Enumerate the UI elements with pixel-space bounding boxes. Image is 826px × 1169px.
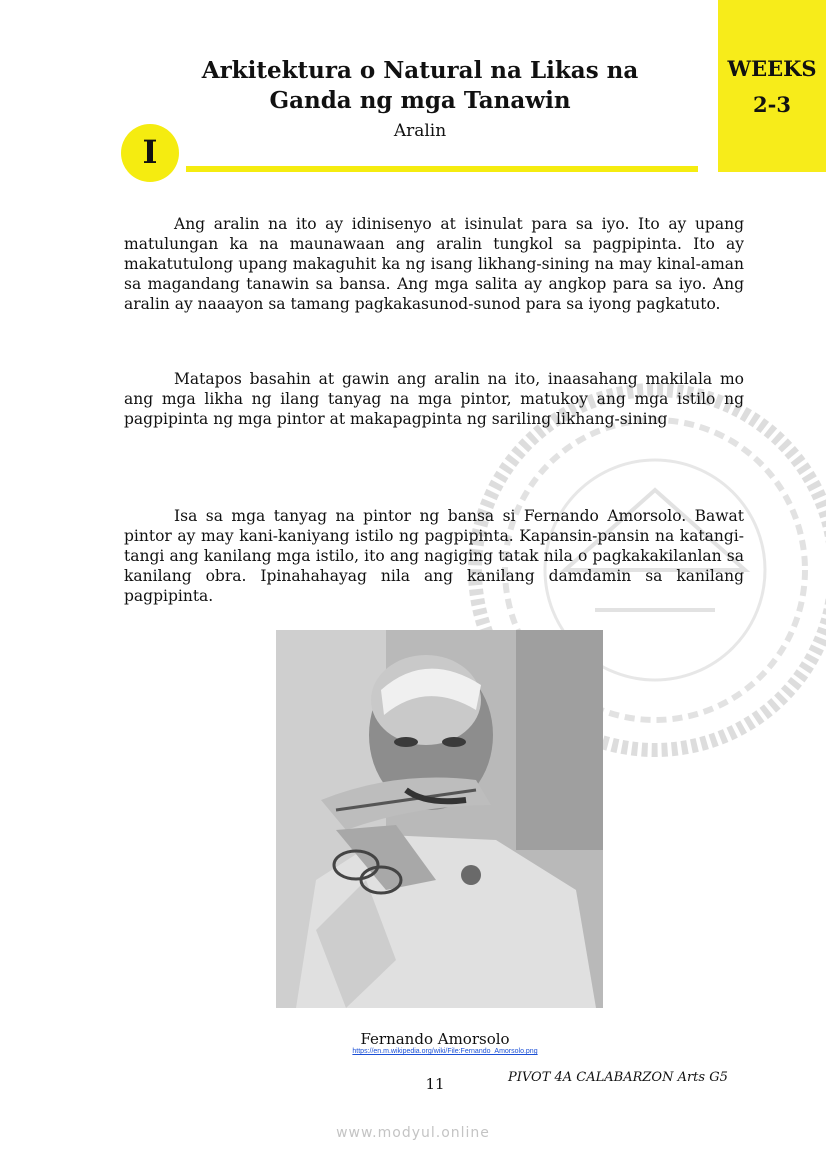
- amorsolo-paragraph: Isa sa mga tanyag na pintor ng bansa si Fernando Amorsolo. Bawat pintor ay may kani-kaniyang istilo ng pagpipinta. Kapansin-pansin na katangi-tangi ang kanilang mga istilo, ito ang nagiging tatak nila o pagkakakilanlan sa kanilang obra. Ipinahahayag nila ang kanilang damdamin sa kanilang pagpipinta.: [124, 507, 744, 605]
- portrait-photo: [276, 630, 603, 1008]
- page-number: 11: [425, 1075, 445, 1093]
- lesson-title-line-1: Arkitektura o Natural na Likas na: [201, 57, 639, 84]
- objectives-paragraph: Matapos basahin at gawin ang aralin na ito, inaasahang makilala mo ang mga likha ng ilang tanyag na mga pintor, matukoy ang mga istilo ng pagpipinta ng mga pintor at makapagpinta ng sariling likhang-sining: [124, 370, 744, 428]
- phase-marker: [121, 124, 179, 182]
- site-watermark: www.modyul.online: [336, 1125, 490, 1141]
- weeks-range: 2-3: [753, 92, 791, 117]
- phase-underline: [186, 166, 698, 172]
- lesson-title-line-2: Ganda ng mga Tanawin: [269, 87, 571, 114]
- phase-letter: I: [142, 133, 158, 171]
- weeks-badge: [718, 0, 826, 172]
- lesson-title: [150, 56, 690, 116]
- intro-paragraph: Ang aralin na ito ay idinisenyo at isinulat para sa iyo. Ito ay upang matulungan ka na maunawaan ang aralin tungkol sa pagpipinta. Ito ay makatutulong upang makaguhit ka ng isang likhang-sining na may kinal-aman sa magandang tanawin sa bansa. Ang mga salita ay angkop para sa iyo. Ang aralin ay naaayon sa tamang pagkakasunod-sunod para sa iyong pagkatuto.: [124, 215, 744, 313]
- figure-caption: Fernando Amorsolo: [360, 1030, 510, 1048]
- lesson-subtitle: Aralin: [393, 121, 447, 141]
- figure-source-link[interactable]: https://en.m.wikipedia.org/wiki/File:Fernando_Amorsolo.png: [352, 1048, 538, 1055]
- module-reference: PIVOT 4A CALABARZON Arts G5: [508, 1070, 728, 1085]
- weeks-label: WEEKS: [727, 56, 817, 81]
